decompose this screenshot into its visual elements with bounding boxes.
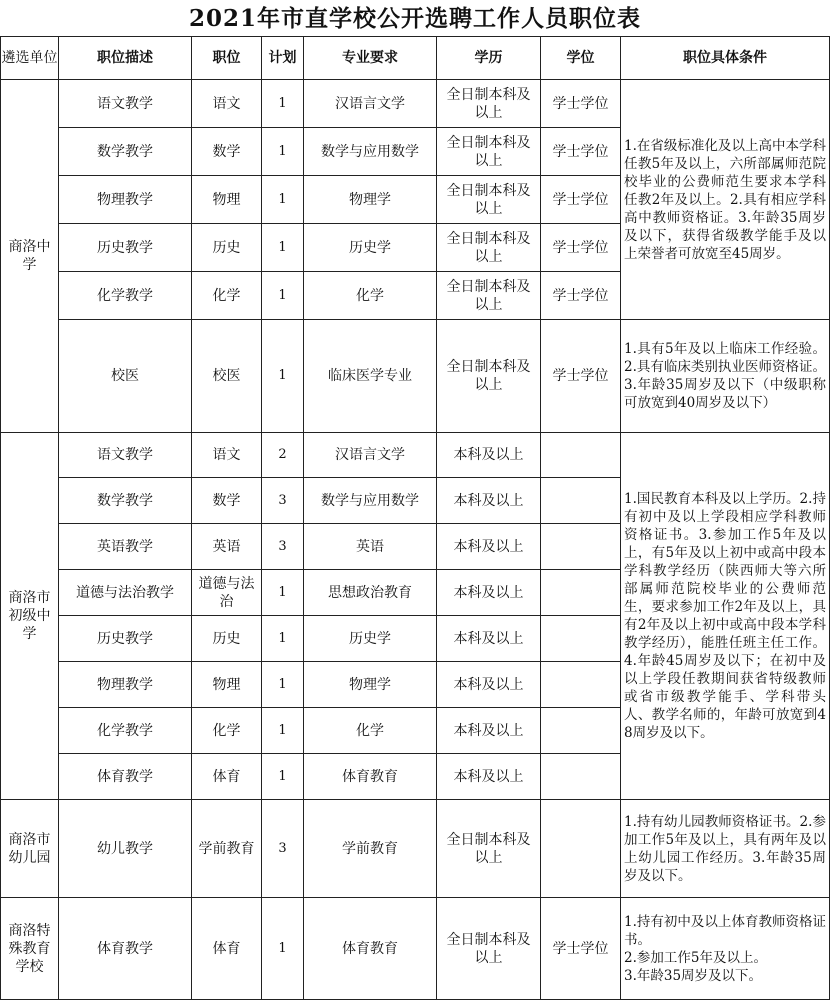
plan-cell: 1 — [262, 898, 304, 1000]
table-row — [1, 800, 830, 898]
plan-cell: 2 — [262, 433, 304, 478]
edu-cell: 本科及以上 — [437, 708, 541, 754]
plan-cell: 1 — [262, 224, 304, 272]
desc-cell: 英语教学 — [59, 524, 192, 570]
post-cell: 校医 — [192, 320, 262, 433]
edu-cell: 全日制本科及以上 — [437, 176, 541, 224]
degree-cell — [541, 616, 621, 662]
plan-cell: 3 — [262, 800, 304, 898]
major-cell: 体育教育 — [304, 898, 437, 1000]
major-cell: 临床医学专业 — [304, 320, 437, 433]
header-edu: 学历 — [437, 37, 541, 80]
desc-cell: 道德与法治教学 — [59, 570, 192, 616]
post-cell: 数学 — [192, 128, 262, 176]
desc-cell: 化学教学 — [59, 708, 192, 754]
desc-cell: 历史教学 — [59, 224, 192, 272]
major-cell: 数学与应用数学 — [304, 128, 437, 176]
degree-cell — [541, 433, 621, 478]
degree-cell: 学士学位 — [541, 224, 621, 272]
page-title: 2021年市直学校公开选聘工作人员职位表 — [188, 5, 641, 32]
degree-cell: 学士学位 — [541, 176, 621, 224]
desc-cell: 体育教学 — [59, 898, 192, 1000]
desc-cell: 历史教学 — [59, 616, 192, 662]
plan-cell: 1 — [262, 176, 304, 224]
table-row — [1, 80, 830, 128]
post-cell: 历史 — [192, 616, 262, 662]
major-cell: 数学与应用数学 — [304, 478, 437, 524]
degree-cell: 学士学位 — [541, 898, 621, 1000]
major-cell: 体育教育 — [304, 754, 437, 800]
desc-cell: 物理教学 — [59, 662, 192, 708]
edu-cell: 全日制本科及以上 — [437, 128, 541, 176]
unit-cell: 商洛特殊教育学校 — [1, 898, 59, 1000]
degree-cell — [541, 524, 621, 570]
degree-cell: 学士学位 — [541, 80, 621, 128]
desc-cell: 幼儿教学 — [59, 800, 192, 898]
major-cell: 汉语言文学 — [304, 80, 437, 128]
degree-cell — [541, 800, 621, 898]
desc-cell: 校医 — [59, 320, 192, 433]
conditions-cell: 1.国民教育本科及以上学历。2.持有初中及以上学段相应学科教师资格证书。3.参加工作5年及以上，有5年及以上初中或高中段本学科教学经历（陕西师大等六所部属师范院校毕业的公费师范生，要求参加工作2年及以上，具有2年及以上初中或高中段本学科教学经历），能胜任班主任工作。4.年龄45周岁及以下；在初中及以上学段任教期间获省特级教师或省市级教学能手、学科带头人、教学名师的，年龄可放宽到48周岁及以下。 — [621, 433, 830, 800]
header-row — [1, 37, 830, 80]
major-cell: 物理学 — [304, 176, 437, 224]
desc-cell: 化学教学 — [59, 272, 192, 320]
plan-cell: 1 — [262, 708, 304, 754]
edu-cell: 本科及以上 — [437, 662, 541, 708]
plan-cell: 3 — [262, 524, 304, 570]
desc-cell: 物理教学 — [59, 176, 192, 224]
degree-cell — [541, 478, 621, 524]
edu-cell: 本科及以上 — [437, 616, 541, 662]
table-row — [1, 433, 830, 478]
major-cell: 化学 — [304, 708, 437, 754]
desc-cell: 语文教学 — [59, 433, 192, 478]
header-plan: 计划 — [262, 37, 304, 80]
degree-cell — [541, 708, 621, 754]
major-cell: 化学 — [304, 272, 437, 320]
post-cell: 语文 — [192, 433, 262, 478]
degree-cell: 学士学位 — [541, 272, 621, 320]
major-cell: 历史学 — [304, 616, 437, 662]
plan-cell: 1 — [262, 320, 304, 433]
plan-cell: 1 — [262, 80, 304, 128]
edu-cell: 本科及以上 — [437, 524, 541, 570]
edu-cell: 全日制本科及以上 — [437, 272, 541, 320]
post-cell: 历史 — [192, 224, 262, 272]
post-cell: 英语 — [192, 524, 262, 570]
plan-cell: 1 — [262, 128, 304, 176]
post-cell: 体育 — [192, 898, 262, 1000]
plan-cell: 1 — [262, 662, 304, 708]
table-row — [1, 320, 830, 433]
post-cell: 数学 — [192, 478, 262, 524]
post-cell: 体育 — [192, 754, 262, 800]
conditions-cell: 1.持有幼儿园教师资格证书。2.参加工作5年及以上，具有两年及以上幼儿园工作经历。3.年龄35周岁及以下。 — [621, 800, 830, 898]
degree-cell: 学士学位 — [541, 128, 621, 176]
header-degree: 学位 — [541, 37, 621, 80]
edu-cell: 全日制本科及以上 — [437, 898, 541, 1000]
unit-cell: 商洛市初级中学 — [1, 433, 59, 800]
major-cell: 思想政治教育 — [304, 570, 437, 616]
unit-cell: 商洛中学 — [1, 80, 59, 433]
positions-table — [0, 36, 830, 1000]
major-cell: 学前教育 — [304, 800, 437, 898]
post-cell: 道德与法治 — [192, 570, 262, 616]
desc-cell: 数学教学 — [59, 128, 192, 176]
post-cell: 化学 — [192, 708, 262, 754]
edu-cell: 全日制本科及以上 — [437, 320, 541, 433]
post-cell: 物理 — [192, 662, 262, 708]
conditions-cell: 1.具有5年及以上临床工作经验。2.具有临床类别执业医师资格证。3.年龄35周岁及以下（中级职称可放宽到40周岁及以下） — [621, 320, 830, 433]
desc-cell: 数学教学 — [59, 478, 192, 524]
conditions-cell: 1.持有初中及以上体育教师资格证书。 2.参加工作5年及以上。 3.年龄35周岁及以下。 — [621, 898, 830, 1000]
degree-cell — [541, 662, 621, 708]
major-cell: 英语 — [304, 524, 437, 570]
header-post: 职位 — [192, 37, 262, 80]
post-cell: 语文 — [192, 80, 262, 128]
degree-cell: 学士学位 — [541, 320, 621, 433]
header-major: 专业要求 — [304, 37, 437, 80]
desc-cell: 语文教学 — [59, 80, 192, 128]
table-row — [1, 898, 830, 1000]
major-cell: 历史学 — [304, 224, 437, 272]
degree-cell — [541, 754, 621, 800]
unit-cell: 商洛市幼儿园 — [1, 800, 59, 898]
header-desc: 职位描述 — [59, 37, 192, 80]
header-unit: 遴选单位 — [1, 37, 59, 80]
edu-cell: 全日制本科及以上 — [437, 224, 541, 272]
post-cell: 学前教育 — [192, 800, 262, 898]
table-body — [1, 80, 830, 1000]
edu-cell: 全日制本科及以上 — [437, 800, 541, 898]
edu-cell: 本科及以上 — [437, 754, 541, 800]
conditions-cell: 1.在省级标准化及以上高中本学科任教5年及以上，六所部属师范院校毕业的公费师范生要求本学科任教2年及以上。2.具有相应学科高中教师资格证。3.年龄35周岁及以下，获得省级教学能手及以上荣誉者可放宽至45周岁。 — [621, 80, 830, 320]
degree-cell — [541, 570, 621, 616]
plan-cell: 1 — [262, 754, 304, 800]
plan-cell: 1 — [262, 272, 304, 320]
header-conditions: 职位具体条件 — [621, 37, 830, 80]
plan-cell: 1 — [262, 616, 304, 662]
post-cell: 化学 — [192, 272, 262, 320]
plan-cell: 3 — [262, 478, 304, 524]
edu-cell: 本科及以上 — [437, 478, 541, 524]
edu-cell: 本科及以上 — [437, 433, 541, 478]
edu-cell: 本科及以上 — [437, 570, 541, 616]
major-cell: 物理学 — [304, 662, 437, 708]
plan-cell: 1 — [262, 570, 304, 616]
major-cell: 汉语言文学 — [304, 433, 437, 478]
desc-cell: 体育教学 — [59, 754, 192, 800]
edu-cell: 全日制本科及以上 — [437, 80, 541, 128]
post-cell: 物理 — [192, 176, 262, 224]
